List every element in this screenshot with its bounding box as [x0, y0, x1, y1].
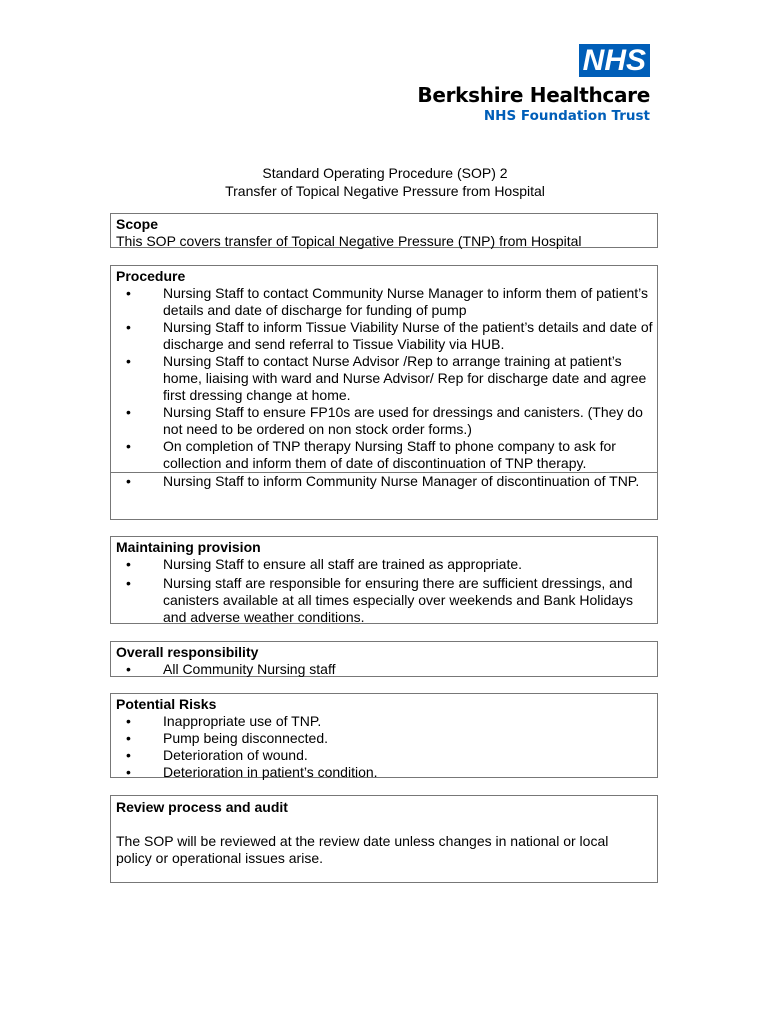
nhs-badge: NHS: [579, 44, 650, 77]
bullet-icon: •: [126, 764, 131, 780]
review-text: The SOP will be reviewed at the review date unless changes in national or local policy or operational issues arise.: [116, 833, 609, 866]
nhs-logo: [417, 44, 650, 125]
overall-box: [110, 641, 658, 677]
maintaining-heading: Maintaining provision: [116, 539, 261, 555]
bullet-icon: •: [126, 473, 131, 489]
bullet-icon: •: [126, 319, 131, 335]
risks-box: [110, 693, 658, 778]
list-item: • On completion of TNP therapy Nursing Staff to phone company to ask for collection and inform them of date of discontinuation of TNP therapy.: [126, 438, 616, 471]
list-item: • Deterioration in patient’s condition.: [126, 764, 378, 780]
list-item: • All Community Nursing staff: [126, 661, 336, 677]
overall-heading: Overall responsibility: [116, 644, 259, 660]
list-item: • Pump being disconnected.: [126, 730, 328, 746]
bullet-icon: •: [126, 404, 131, 420]
risks-list: [116, 713, 657, 781]
maintaining-list: [116, 556, 657, 626]
sop-title: Standard Operating Procedure (SOP) 2: [262, 165, 508, 181]
procedure-heading: Procedure: [116, 268, 186, 284]
list-item: • Nursing staff are responsible for ensuring there are sufficient dressings, and canisters available at all times especially over weekends and Bank Holidays and adverse weather conditions.: [126, 575, 634, 625]
bullet-icon: •: [126, 747, 131, 763]
list-item: • Nursing Staff to inform Community Nurse Manager of discontinuation of TNP.: [126, 473, 640, 489]
scope-heading: Scope: [116, 216, 159, 232]
scope-box: [110, 213, 658, 248]
bullet-icon: •: [126, 556, 131, 572]
review-heading: Review process and audit: [116, 799, 288, 815]
list-item: • Nursing Staff to inform Tissue Viability Nurse of the patient’s details and date of discharge and send referral to Tissue Viability via HUB.: [126, 319, 653, 352]
bullet-icon: •: [126, 575, 131, 591]
risks-heading: Potential Risks: [116, 696, 217, 712]
org-name: Berkshire Healthcare: [417, 83, 650, 107]
list-item: • Nursing Staff to ensure FP10s are used for dressings and canisters. (They do not need to be ordered on non stock order forms.): [126, 404, 643, 437]
sop-subtitle: Transfer of Topical Negative Pressure from Hospital: [225, 183, 545, 199]
overall-list: [116, 661, 657, 678]
org-subtitle: NHS Foundation Trust: [483, 108, 650, 124]
list-item: • Nursing Staff to ensure all staff are trained as appropriate.: [126, 556, 523, 572]
bullet-icon: •: [126, 285, 131, 301]
bullet-icon: •: [126, 713, 131, 729]
procedure-box: [110, 265, 658, 520]
list-item: • Nursing Staff to contact Nurse Advisor /Rep to arrange training at patient’s home, liaising with ward and Nurse Advisor/ Rep for discharge date and agree first dressing change at home.: [126, 353, 647, 403]
maintaining-box: [110, 536, 658, 624]
list-item: • Deterioration of wound.: [126, 747, 308, 763]
scope-text: This SOP covers transfer of Topical Negative Pressure (TNP) from Hospital: [116, 233, 582, 249]
procedure-list: [116, 285, 657, 472]
bullet-icon: •: [126, 661, 131, 677]
list-item: • Nursing Staff to contact Community Nurse Manager to inform them of patient’s details and date of discharge for funding of pump: [126, 285, 649, 318]
list-item: • Inappropriate use of TNP.: [126, 713, 322, 729]
bullet-icon: •: [126, 730, 131, 746]
review-box: [110, 795, 658, 883]
bullet-icon: •: [126, 438, 131, 454]
bullet-icon: •: [126, 353, 131, 369]
